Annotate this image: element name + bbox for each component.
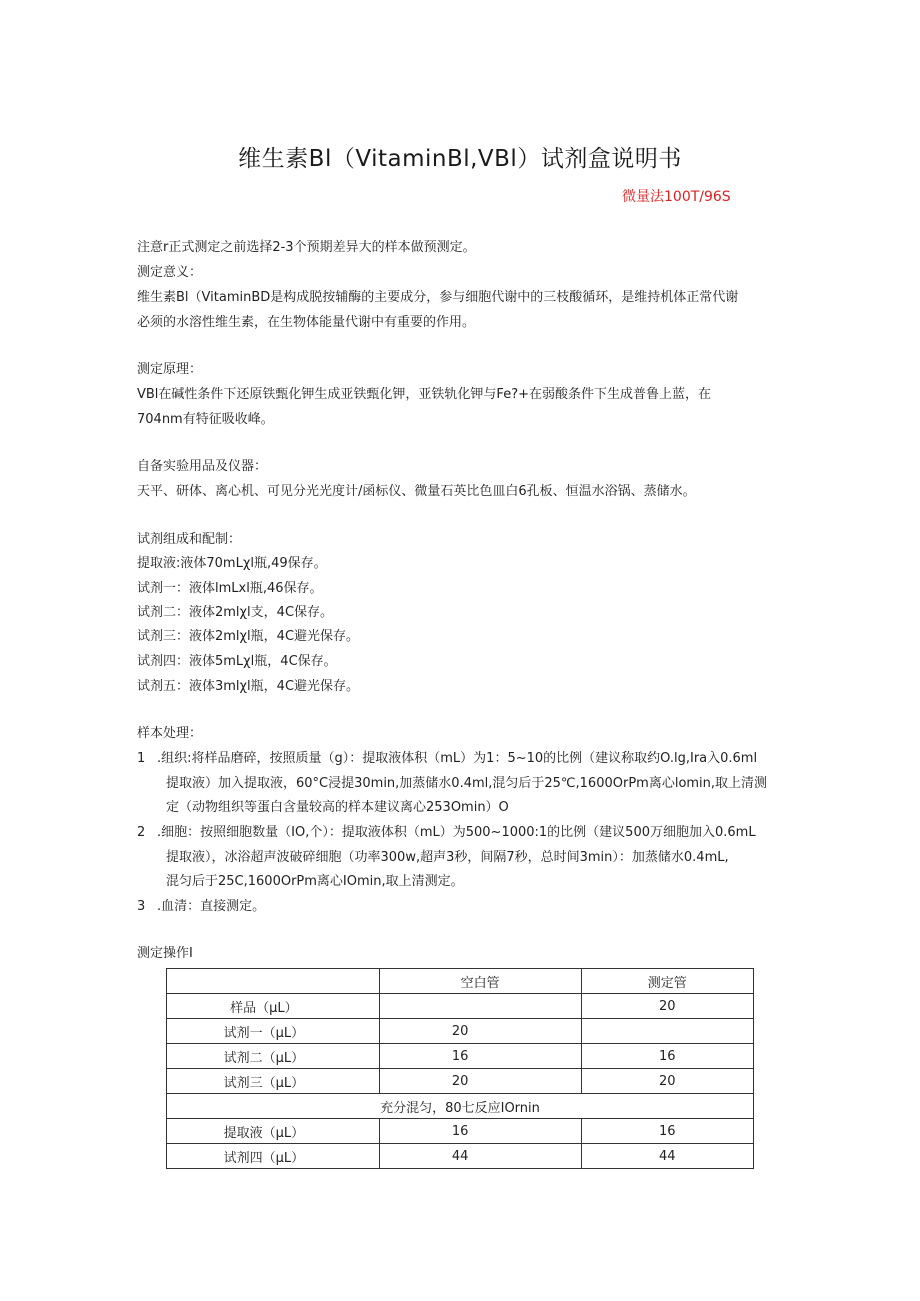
row-label: 试剂二（μL） xyxy=(167,1044,380,1069)
mix-note-cell: 充分混匀，80七反应IOrnin xyxy=(167,1094,754,1119)
test-value: 16 xyxy=(581,1119,753,1144)
table-header-cell: 测定管 xyxy=(581,969,753,994)
test-value: 20 xyxy=(581,994,753,1019)
significance-line: 维生素Bl（VitaminBD是构成脱按辅酶的主要成分，参与细胞代谢中的三枝酸循环，是维持机体正常代谢 xyxy=(137,290,739,305)
blank-value: 20 xyxy=(379,1019,581,1044)
table-row xyxy=(167,1144,754,1169)
sample-item-number: 1 xyxy=(137,751,146,766)
table-row xyxy=(167,1069,754,1094)
significance-heading: 测定意义： xyxy=(137,265,203,280)
reagent-line: 试剂五：液体3mlχl瓶，4C避光保存。 xyxy=(137,679,360,694)
reagent-line: 试剂四：液体5mLχl瓶，4C保存。 xyxy=(137,654,337,669)
test-value: 16 xyxy=(581,1044,753,1069)
blank-value xyxy=(379,994,581,1019)
table-header-cell: 空白管 xyxy=(379,969,581,994)
blank-value: 20 xyxy=(379,1069,581,1094)
table-row xyxy=(167,1019,754,1044)
table-row xyxy=(167,1044,754,1069)
equipment-line: 天平、研体、离心机、可见分光光度计/函标仪、微量石英比色皿白6孔板、恒温水浴锅、蒸储水。 xyxy=(137,484,696,499)
table-header-row xyxy=(167,969,754,994)
reagents-heading: 试剂组成和配制： xyxy=(137,532,242,547)
row-label: 试剂三（μL） xyxy=(167,1069,380,1094)
table-row xyxy=(167,1119,754,1144)
sample-item-line: 混匀后于25C,1600OrPm离心IOmin,取上清测定。 xyxy=(166,874,464,889)
row-label: 样品（μL） xyxy=(167,994,380,1019)
method-subtitle: 微量法100T/96S xyxy=(622,189,731,205)
row-label: 试剂一（μL） xyxy=(167,1019,380,1044)
test-value: 44 xyxy=(581,1144,753,1169)
document-title: 维生素Bl（VitaminBl,VBl）试剂盒说明书 xyxy=(238,146,682,172)
test-value xyxy=(581,1019,753,1044)
blank-value: 16 xyxy=(379,1044,581,1069)
sample-item-number: 3 xyxy=(137,899,146,914)
sample-item-line: .血清：直接测定。 xyxy=(157,899,266,914)
row-label: 试剂四（μL） xyxy=(167,1144,380,1169)
operation-table xyxy=(166,968,754,1169)
sample-item-number: 2 xyxy=(137,825,146,840)
table-header-cell xyxy=(167,969,380,994)
equipment-heading: 自备实验用品及仪器： xyxy=(137,459,268,474)
blank-value: 44 xyxy=(379,1144,581,1169)
sample-item-line: .组织:将样品磨碎，按照质量（g）：提取液体积（mL）为1：5~10的比例（建议称取约O.lg,Ira入0.6ml xyxy=(157,751,758,766)
sample-heading: 样本处理： xyxy=(137,726,203,741)
note-text: 注意r正式测定之前选择2-3个预期差异大的样本做预测定。 xyxy=(137,240,476,255)
table-row xyxy=(167,994,754,1019)
test-value: 20 xyxy=(581,1069,753,1094)
sample-item-line: 提取液），冰浴超声波破碎细胞（功率300w,超声3秒，间隔7秒，总时间3min）：加蒸储水0.4mL, xyxy=(166,850,729,865)
reagent-line: 试剂一：液体lmLxl瓶,46保存。 xyxy=(137,581,323,596)
row-label: 提取液（μL） xyxy=(167,1119,380,1144)
sample-item-line: 提取液）加入提取液，60°C浸提30min,加蒸储水0.4ml,混匀后于25℃,1600OrPm离心lomin,取上清测 xyxy=(166,776,768,791)
sample-item-line: 定（动物组织等蛋白含量较高的样本建议离心253Omin）O xyxy=(166,800,509,815)
sample-item-line: .细胞：按照细胞数量（IO,个）：提取液体积（mL）为500~1000:1的比例（建议500万细胞加入0.6mL xyxy=(157,825,756,840)
principle-line: 704nm有特征吸收峰。 xyxy=(137,412,274,427)
reagent-line: 试剂三：液体2mlχl瓶，4C避光保存。 xyxy=(137,629,360,644)
reagent-line: 提取液:液体70mLχl瓶,49保存。 xyxy=(137,556,327,571)
principle-heading: 测定原理： xyxy=(137,362,203,377)
blank-value: 16 xyxy=(379,1119,581,1144)
operation-heading: 测定操作I xyxy=(137,946,193,961)
table-row-merged xyxy=(167,1094,754,1119)
significance-line: 必须的水溶性维生素，在生物体能量代谢中有重要的作用。 xyxy=(137,315,476,330)
reagent-line: 试剂二：液体2mlχl支，4C保存。 xyxy=(137,605,334,620)
principle-line: VBl在碱性条件下还原铁甄化钾生成亚铁甄化钾，亚铁轨化钾与Fe?+在弱酸条件下生成普鲁上蓝，在 xyxy=(137,387,711,402)
